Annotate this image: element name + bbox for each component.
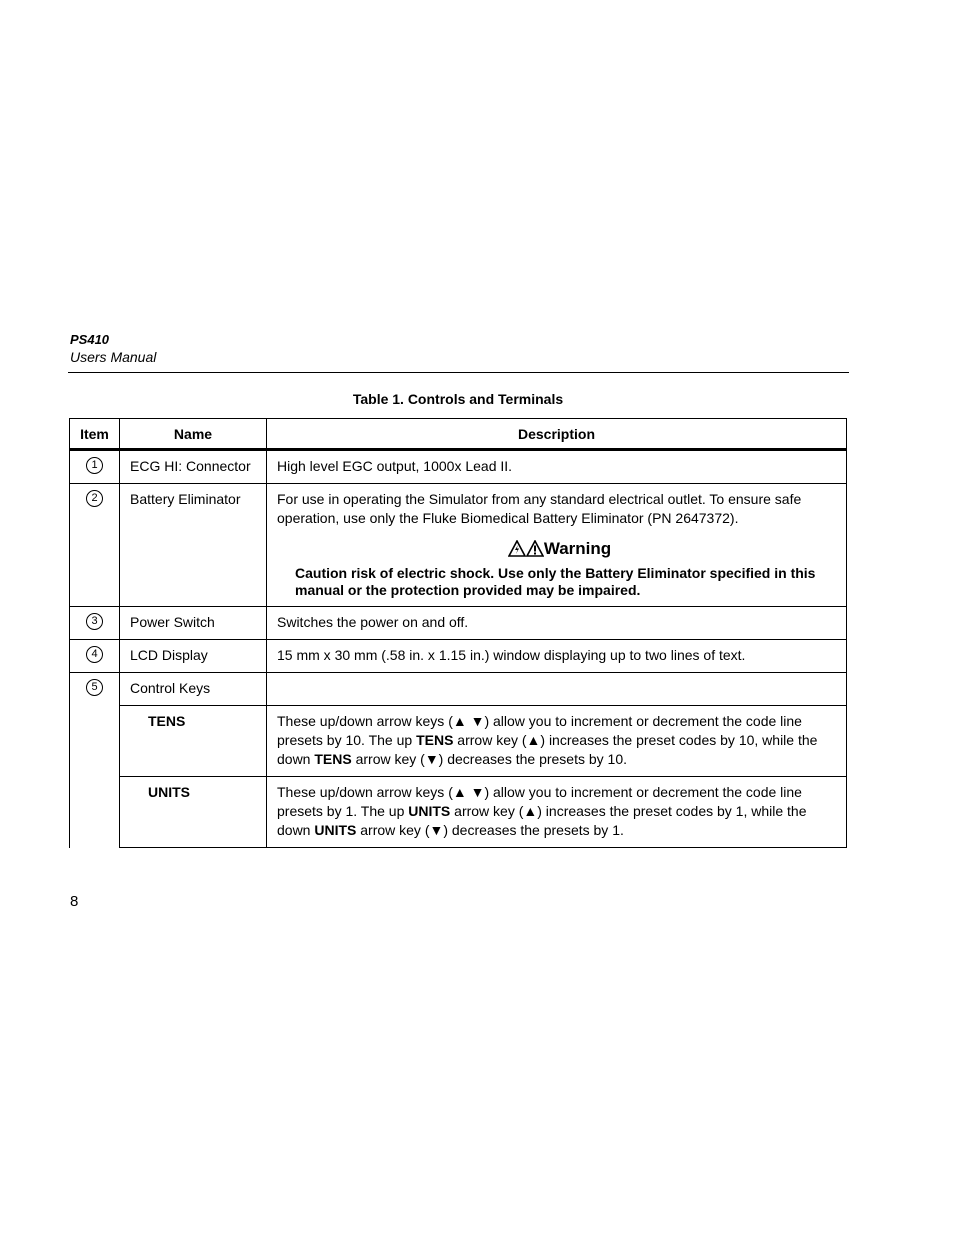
warning-title: Warning [543, 539, 612, 558]
warning-text: Caution risk of electric shock. Use only the Battery Eliminator specified in this manual or the protection provided may be impaired. [295, 565, 816, 598]
column-header-name: Name [120, 419, 267, 450]
tens-key-description: These up/down arrow keys (▲ ▼) allow you to increment or decrement the code line presets by 10. The up TENS arrow key (▲) increases the preset codes by 10, while the down TENS arrow key (▼) decreases the presets by 10. [277, 713, 818, 767]
tens-key-name: TENS [148, 713, 186, 729]
manual-title: Users Manual [70, 349, 157, 365]
units-key-name: UNITS [148, 784, 190, 800]
table-row [70, 777, 847, 848]
header-rule [68, 372, 849, 373]
column-header-item: Item [70, 419, 120, 450]
item-number: 2 [86, 490, 103, 507]
item-description: 15 mm x 30 mm (.58 in. x 1.15 in.) window displaying up to two lines of text. [277, 647, 746, 663]
warning-heading [277, 539, 842, 559]
page-number: 8 [70, 893, 79, 910]
item-description: Switches the power on and off. [277, 614, 469, 630]
table-row [70, 484, 847, 607]
item-description: High level EGC output, 1000x Lead II. [277, 458, 513, 474]
table-row [70, 450, 847, 484]
shock-hazard-icon [508, 540, 526, 557]
item-description [267, 673, 846, 705]
product-name: PS410 [70, 332, 110, 347]
item-name: Control Keys [130, 680, 211, 696]
item-name: Battery Eliminator [130, 491, 241, 507]
table-header-row [70, 419, 847, 450]
item-name: ECG HI: Connector [130, 458, 251, 474]
table-row [70, 607, 847, 640]
item-number: 3 [86, 613, 103, 630]
running-header [70, 331, 849, 366]
warning-triangle-icon [526, 540, 544, 557]
item-description: For use in operating the Simulator from any standard electrical outlet. To ensure safe operation, use only the Fluke Biomedical Battery Eliminator (PN 2647372). [277, 491, 802, 526]
item-number: 1 [86, 457, 103, 474]
units-key-description: These up/down arrow keys (▲ ▼) allow you to increment or decrement the code line presets by 1. The up UNITS arrow key (▲) increases the preset codes by 1, while the down UNITS arrow key (▼) decreases the presets by 1. [277, 784, 807, 838]
table-row [70, 673, 847, 706]
controls-table [69, 418, 847, 848]
item-number: 4 [86, 646, 103, 663]
table-row [70, 706, 847, 777]
item-number: 5 [86, 679, 103, 696]
item-name: Power Switch [130, 614, 215, 630]
column-header-description: Description [267, 419, 847, 450]
table-caption: Table 1. Controls and Terminals [352, 391, 564, 407]
table-row [70, 640, 847, 673]
item-name: LCD Display [130, 647, 208, 663]
